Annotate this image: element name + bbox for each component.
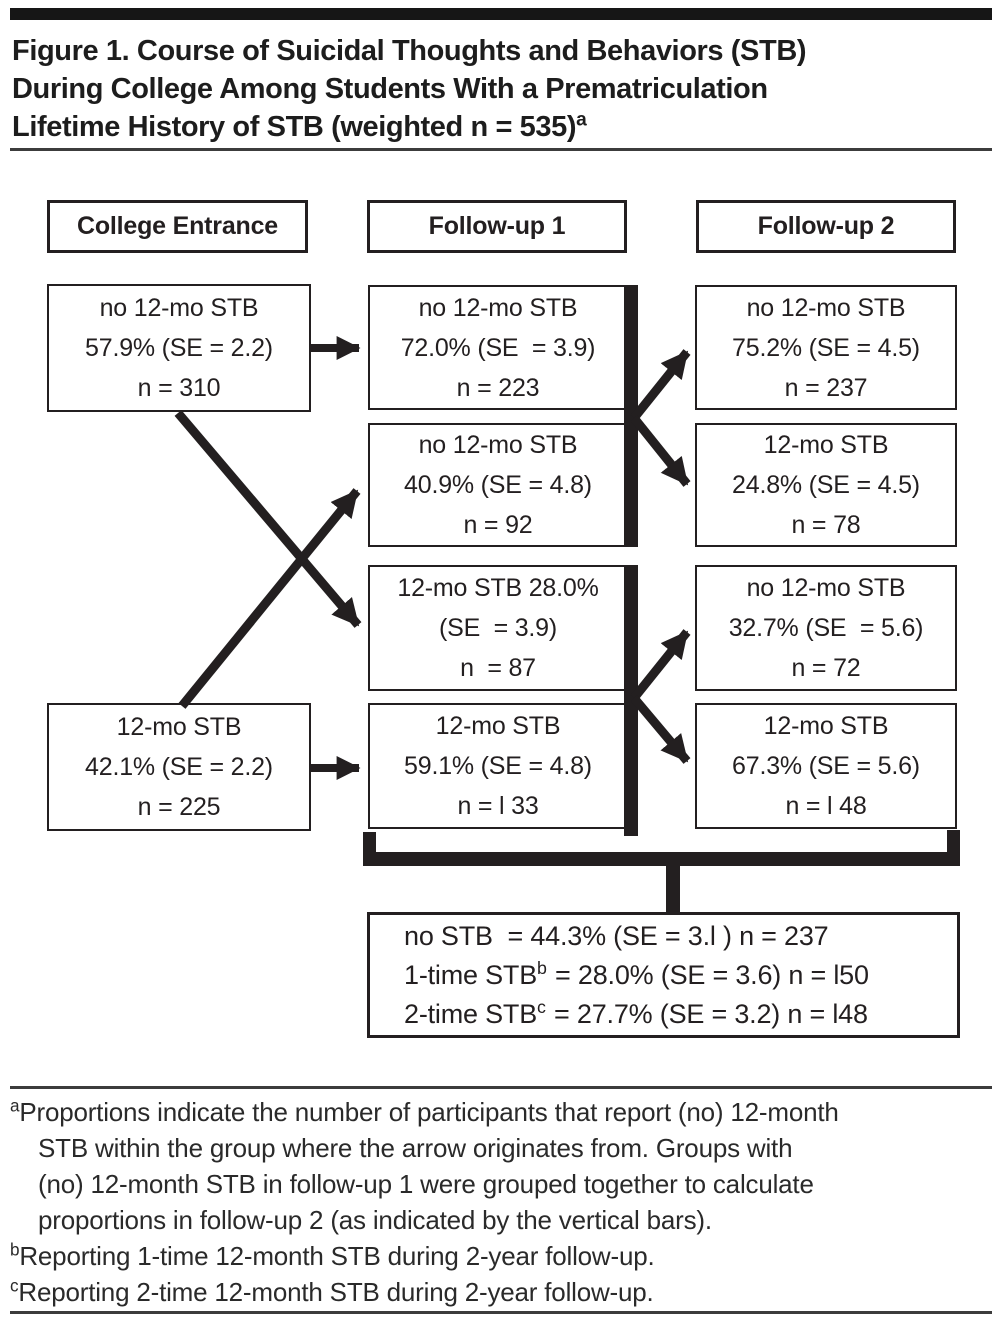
footnote-b [10,1238,995,1274]
footnote-text: Reporting 2-time 12-month STB during 2-year follow-up. [18,1277,654,1307]
bracket-left-cap [363,832,376,866]
footnotes [10,1094,995,1310]
figure-title-line-3 [12,108,997,146]
figure-title-line-2: During College Among Students With a Prematriculation [12,73,768,105]
footnote-marker: b [10,1239,20,1260]
box-line: 12-mo STB [435,712,561,740]
box-ce-12mo-stb [47,703,311,831]
box-line: 24.8% (SE = 4.5) [732,471,920,499]
bracket-bar [363,852,960,866]
arrow-group1-to-f2a [634,352,687,418]
summary-box [367,912,960,1038]
summary-line-text: 1-time STB [404,959,538,990]
box-line: n = 92 [463,511,533,539]
figure-title [12,32,997,146]
top-rule [10,8,992,20]
column-header-follow-up-1 [367,200,627,253]
box-f2-stb-group2 [695,703,957,829]
footnote-text: Proportions indicate the number of participants that report (no) 12-month [19,1097,839,1127]
footnote-a-line-3: (no) 12-month STB in follow-up 1 were grouped together to calculate [38,1169,814,1199]
box-line: no 12-mo STB [99,294,259,322]
box-f2-no-stb-group2 [695,565,957,691]
footnote-marker: a [10,1095,20,1116]
footnote-divider-rule [10,1086,992,1089]
box-line: (SE = 3.9) [439,614,557,642]
footnote-a-line-4: proportions in follow-up 2 (as indicated by the vertical bars). [38,1205,712,1235]
box-line: 42.1% (SE = 2.2) [85,753,273,781]
column-header-follow-up-1-label: Follow-up 1 [428,212,566,240]
footnote-a-line-2: STB within the group where the arrow originates from. Groups with [38,1133,793,1163]
arrow-ce1-to-f1c [178,413,358,625]
column-header-college-entrance [47,200,308,253]
summary-footnote-marker: b [537,957,547,978]
box-line: 59.1% (SE = 4.8) [404,752,592,780]
footnote-a-line-1 [10,1094,995,1130]
footnote-marker: c [10,1275,19,1296]
box-f1-stb-from-no-stb [368,565,628,691]
box-f1-no-stb-from-no-stb [368,285,628,410]
title-divider-rule [10,148,992,151]
summary-line-text: = 27.7% (SE = 3.2) n = l48 [546,998,868,1029]
figure-title-line-3-text: Lifetime History of STB (weighted n = 535) [12,111,577,143]
footnote-c-line-1 [10,1274,995,1310]
summary-line-2-time-stb [404,995,957,1034]
box-line: 75.2% (SE = 4.5) [732,333,920,362]
box-line: n = 87 [460,654,536,682]
arrow-group1-to-f2b [634,418,687,484]
summary-line-text: = 28.0% (SE = 3.6) n = l50 [547,959,869,990]
box-line: n = l 48 [785,792,867,820]
summary-line-1-time-stb [404,956,957,995]
bracket-stem [666,866,680,916]
summary-line-text: no STB = 44.3% (SE = 3.l ) n = 237 [404,920,829,951]
box-line: no 12-mo STB [746,293,906,322]
box-line: n = 72 [791,654,861,682]
bracket-right-cap [947,830,960,866]
box-line: 40.9% (SE = 4.8) [404,471,592,499]
summary-line-no-stb [404,917,957,956]
box-line: n = l 33 [457,792,539,820]
column-header-follow-up-2 [696,200,956,253]
box-line: 12-mo STB [116,713,242,741]
box-line: n = 310 [137,374,221,402]
summary-footnote-marker: c [537,996,546,1017]
box-ce-no-12mo-stb [47,284,311,412]
title-footnote-marker: a [576,109,587,131]
box-f1-stb-from-stb [368,703,628,829]
box-line: n = 78 [791,511,861,539]
box-line: 57.9% (SE = 2.2) [85,334,273,362]
box-line: n = 223 [456,373,540,402]
box-line: 72.0% (SE = 3.9) [400,333,596,362]
box-line: no 12-mo STB [418,431,578,459]
box-f2-no-stb-group1 [695,285,957,410]
box-line: n = 225 [137,793,221,821]
footnote-b-line-1 [10,1238,995,1274]
box-line: 32.7% (SE = 5.6) [728,614,924,642]
box-f1-no-stb-from-stb [368,423,628,547]
box-line: 12-mo STB 28.0% [397,574,599,602]
box-line: no 12-mo STB [746,574,906,602]
box-line: 12-mo STB [763,712,889,740]
column-header-follow-up-2-label: Follow-up 2 [757,212,895,240]
arrow-ce2-to-f1b [182,491,357,706]
box-line: n = 237 [784,373,868,402]
footnote-text: Reporting 1-time 12-month STB during 2-year follow-up. [19,1241,655,1271]
box-line: no 12-mo STB [418,293,578,322]
footnote-a [10,1094,995,1238]
box-line: 67.3% (SE = 5.6) [732,752,920,780]
arrow-group2-to-f2d [634,698,687,761]
box-f2-stb-group1 [695,423,957,547]
footnote-c [10,1274,995,1310]
bottom-rule [10,1311,992,1314]
arrow-group2-to-f2c [634,632,687,698]
summary-line-text: 2-time STB [404,998,538,1029]
figure-title-line-1: Figure 1. Course of Suicidal Thoughts and Behaviors (STB) [12,35,807,67]
column-header-college-entrance-label: College Entrance [76,212,279,240]
box-line: 12-mo STB [763,431,889,459]
